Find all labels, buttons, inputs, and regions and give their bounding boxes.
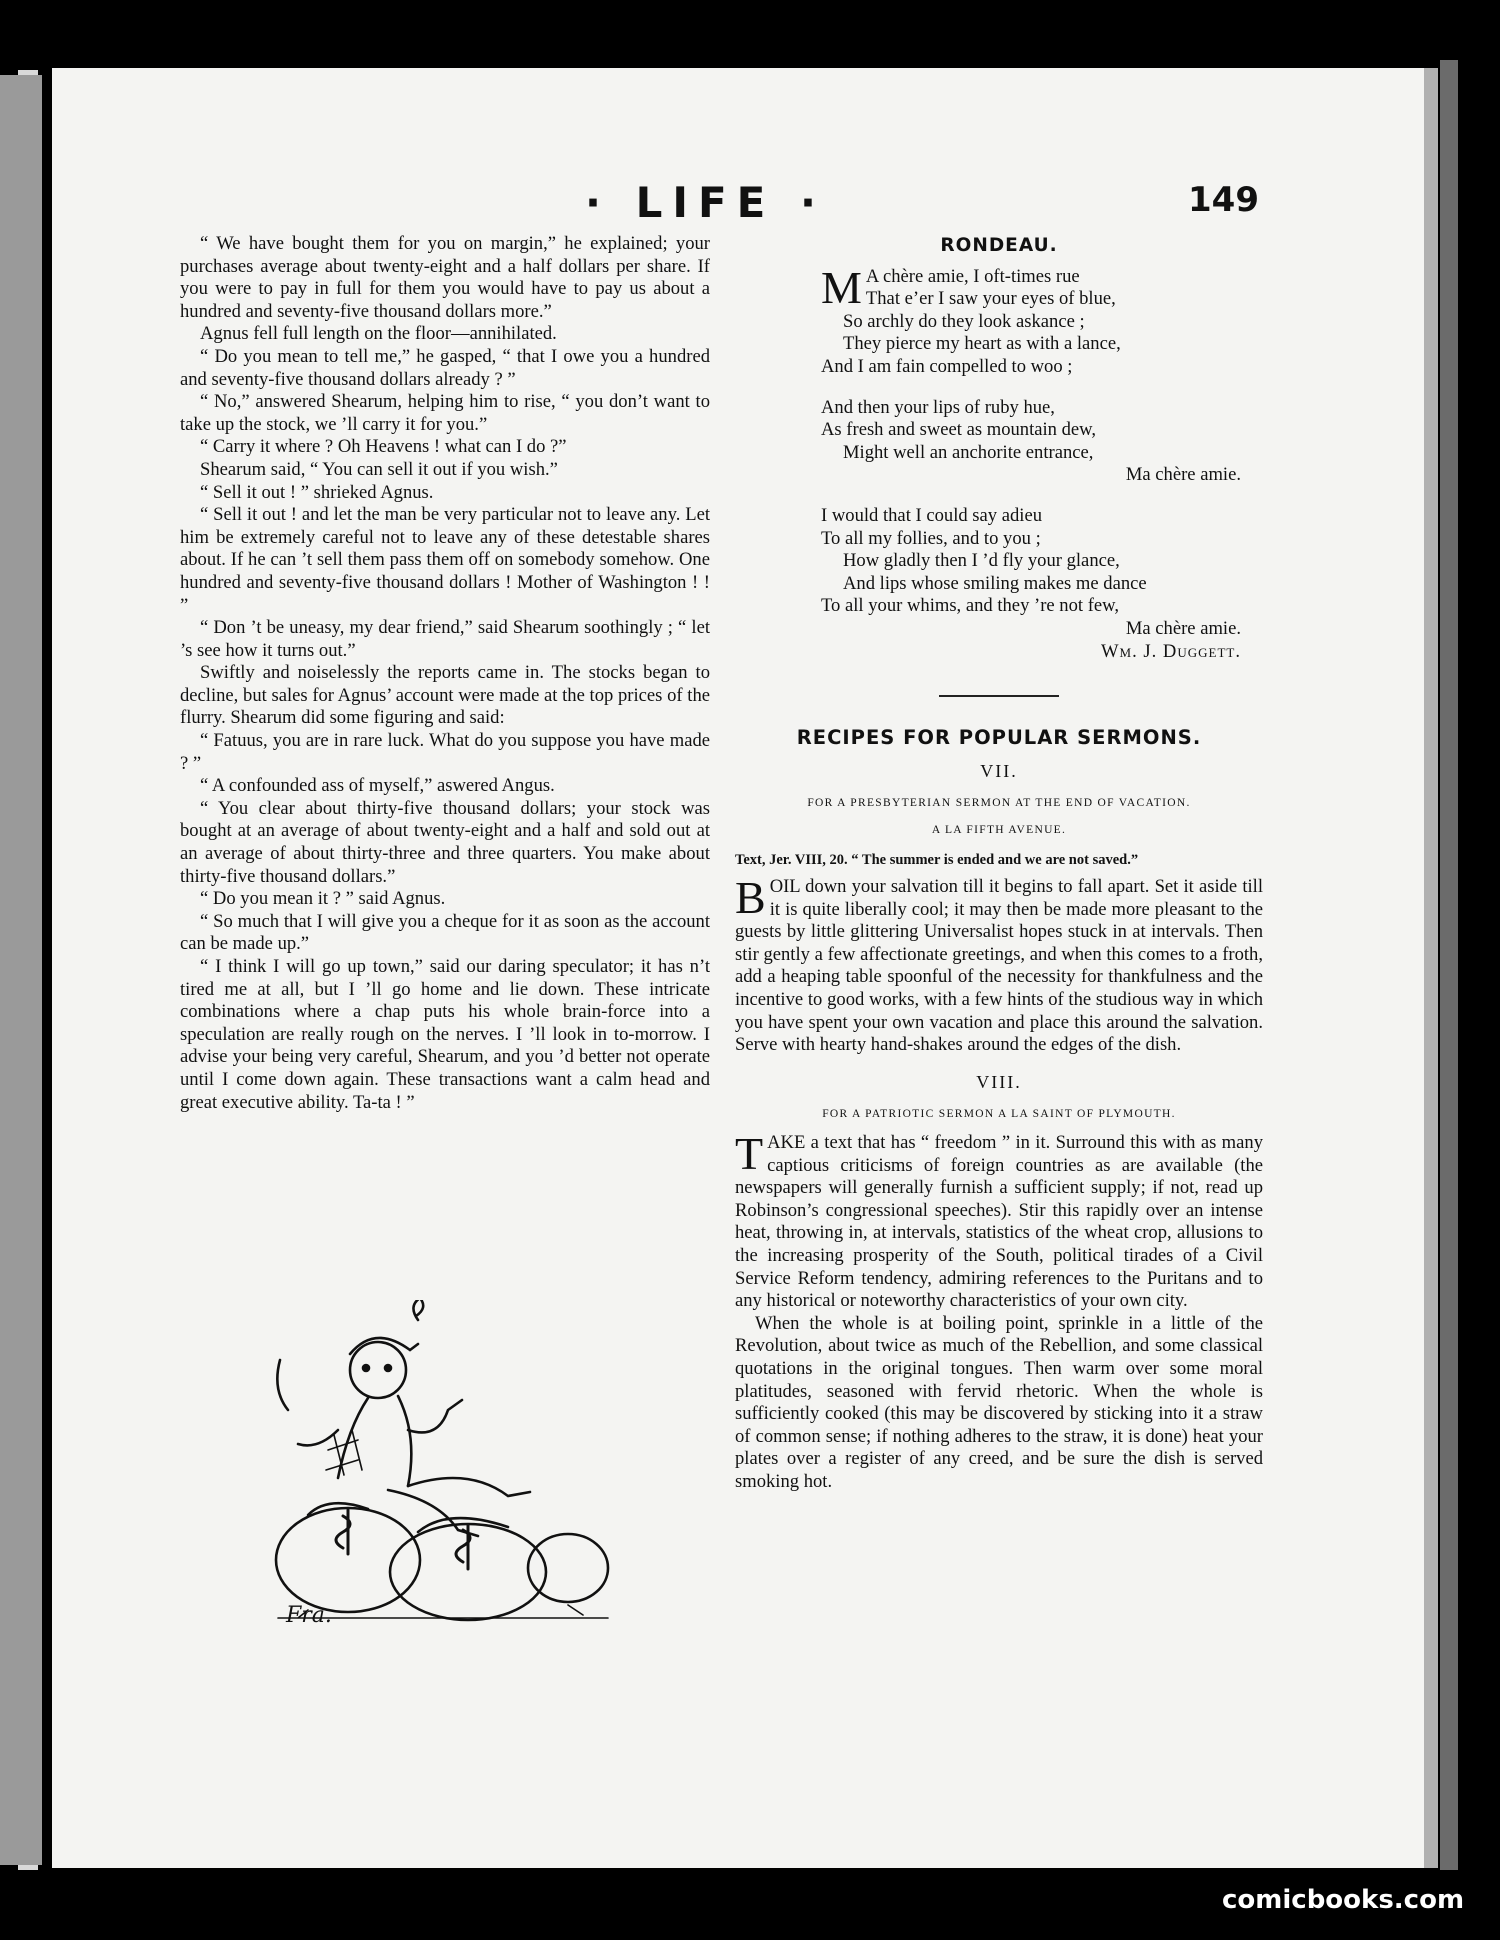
section-divider	[939, 695, 1059, 697]
poem-line: As fresh and sweet as mountain dew,	[821, 419, 1097, 441]
artist-signature: Fra.	[286, 1603, 332, 1628]
watermark: comicbooks.com	[1222, 1885, 1465, 1915]
rondeau-poem	[821, 261, 1241, 664]
paragraph: “ We have bought them for you on margin,” he explained; your purchases average about twenty-eight and a half dollars per share. If you were to pay in full for them you would have to pay us about a hundred and seventy-five thousand dollars more.”	[180, 233, 710, 322]
paragraph: “ I think I will go up town,” said our daring speculator; it has n’t tired me at all, but I ’ll go home and lie down. These intricate combinations where a chap puts his whole brain-force into a speculation are really rough on the nerves. I ’ll look in to-morrow. I advise your being very careful, Shearum, and you ’d better not operate until I come down again. These transactions want a calm head and great executive ability. Ta-ta ! ”	[180, 956, 710, 1113]
magazine-title: · LIFE ·	[585, 178, 826, 227]
poem-refrain: Ma chère amie.	[1125, 617, 1241, 639]
poem-refrain: Ma chère amie.	[1125, 464, 1241, 486]
paragraph: “ Do you mean to tell me,” he gasped, “ that I owe you a hundred and seventy-five thousand dollars already ? ”	[180, 345, 710, 390]
paragraph: “ You clear about thirty-five thousand dollars; your stock was bought at an average of about twenty-eight and a half and sold out at an average of about thirty-three and three quarters. You make about thirty-five thousand dollars.”	[180, 797, 710, 887]
section-subtitle: A LA FIFTH AVENUE.	[931, 823, 1067, 836]
paragraph: “ Don ’t be uneasy, my dear friend,” said Shearum soothingly ; “ let ’s see how it turns out.”	[180, 617, 710, 661]
paragraph: Swiftly and noiselessly the reports came in. The stocks began to decline, but sales for Agnus’ account were made at the top prices of the flurry. Shearum did some figuring and said:	[180, 662, 710, 729]
poem-line: So archly do they look askance ;	[843, 310, 1085, 332]
paragraph: “ A confounded ass of myself,” aswered Angus.	[200, 775, 555, 797]
paragraph: “ Sell it out ! ” shrieked Agnus.	[200, 481, 434, 503]
paragraph: Agnus fell full length on the floor—annihilated.	[200, 323, 557, 345]
paragraph: “ So much that I will give you a cheque for it as soon as the account can be made up.”	[180, 910, 710, 955]
poem-title: RONDEAU.	[940, 235, 1058, 256]
poem-line: I would that I could say adieu	[821, 504, 1043, 526]
poem-line: And then your lips of ruby hue,	[821, 396, 1055, 418]
dropcap: M	[821, 261, 862, 313]
poem-line: They pierce my heart as with a lance,	[843, 333, 1121, 355]
section-title: RECIPES FOR POPULAR SERMONS.	[796, 726, 1202, 750]
paragraph: “ Fatuus, you are in rare luck. What do you suppose you have made ? ”	[180, 730, 710, 774]
paragraph: “ No,” answered Shearum, helping him to rise, “ you don’t want to take up the stock, we ’ll carry it for you.”	[180, 391, 710, 435]
section-numeral: VIII.	[976, 1071, 1022, 1092]
paragraph: When the whole is at boiling point, sprinkle in a little of the Revolution, about twice as much of the Rebellion, and some classical quotations in the original tongues. Then warm over some moral platitudes, seasoned with fervid rhetoric. When the whole is sufficiently cooked (this may be discovered by sticking into it a straw of common sense; if nothing adheres to the straw, it is done) heat your plates over a register of any creed, and be sure the dish is served smoking hot.	[735, 1312, 1263, 1492]
paragraph: “ Sell it out ! and let the man be very particular not to leave any. Let him be extremely careful not to leave any of these detestable shares about. If he can ’t sell them pass them off on somebody somehow. One hundred and seventy-five thousand dollars ! Mother of Washington ! ! ”	[180, 504, 710, 616]
left-column	[180, 233, 710, 1114]
poem-line: That e’er I saw your eyes of blue,	[865, 288, 1116, 310]
dropcap: B	[735, 872, 766, 924]
right-page-edge	[1424, 68, 1438, 1868]
paragraph: “ Do you mean it ? ” said Agnus.	[200, 888, 446, 910]
page-number: 149	[1188, 180, 1259, 220]
section-subtitle: FOR A PRESBYTERIAN SERMON AT THE END OF VACATION.	[807, 797, 1191, 810]
paragraph: “ Carry it where ? Oh Heavens ! what can I do ?”	[200, 436, 567, 458]
cartoon-illustration	[268, 1300, 628, 1630]
left-page-edge	[0, 75, 42, 1865]
scripture-text: Text, Jer. VIII, 20. “ The summer is ended and we are not saved.”	[735, 852, 1139, 869]
poem-line: M A chère amie, I oft-times rue	[821, 261, 1080, 313]
dropcap: T	[735, 1128, 764, 1179]
poem-line: Might well an anchorite entrance,	[843, 441, 1094, 463]
poem-line: To all your whims, and they ’re not few,	[821, 595, 1120, 617]
poem-line: And I am fain compelled to woo ;	[821, 355, 1073, 377]
poem-line: How gladly then I ’d fly your glance,	[843, 550, 1120, 572]
paragraph: BOIL down your salvation till it begins to fall apart. Set it aside till it is quite liberally cool; it may then be made more pleasant to the guests by little glittering Universalist hopes stuck in at intervals. Then stir gently a few affectionate greetings, and when this comes to a froth, add a heaping table spoonful of the necessity for thankfulness and the incentive to good works, with a few hints of the studious way in which you have spent your own vacation and place this around the salvation. Serve with hearty hand-shakes around the edges of the dish.	[735, 872, 1263, 1056]
paragraph: TAKE a text that has “ freedom ” in it. Surround this with as many captious criticisms of foreign countries as are available (the newspapers will generally furnish a sufficient supply; if not, read up Robinson’s congressional speeches). Stir this rapidly over an intense heat, throwing in, at intervals, statistics of the wheat crop, allusions to the increasing prosperity of the South, political tirades of a Civil Service Reform tendency, admiring references to the Puritans and to any historical or noteworthy characteristics of your own city.	[735, 1128, 1263, 1312]
section-subtitle: FOR A PATRIOTIC SERMON A LA SAINT OF PLYMOUTH.	[822, 1108, 1176, 1121]
poem-line: To all my follies, and to you ;	[821, 527, 1041, 549]
section-numeral: VII.	[980, 760, 1018, 781]
poem-signature: Wm. J. Duggett.	[1100, 640, 1241, 662]
right-column	[735, 233, 1263, 1494]
paragraph: Shearum said, “ You can sell it out if you wish.”	[200, 458, 558, 480]
poem-line: And lips whose smiling makes me dance	[843, 572, 1147, 594]
right-page-shadow	[1440, 60, 1458, 1870]
